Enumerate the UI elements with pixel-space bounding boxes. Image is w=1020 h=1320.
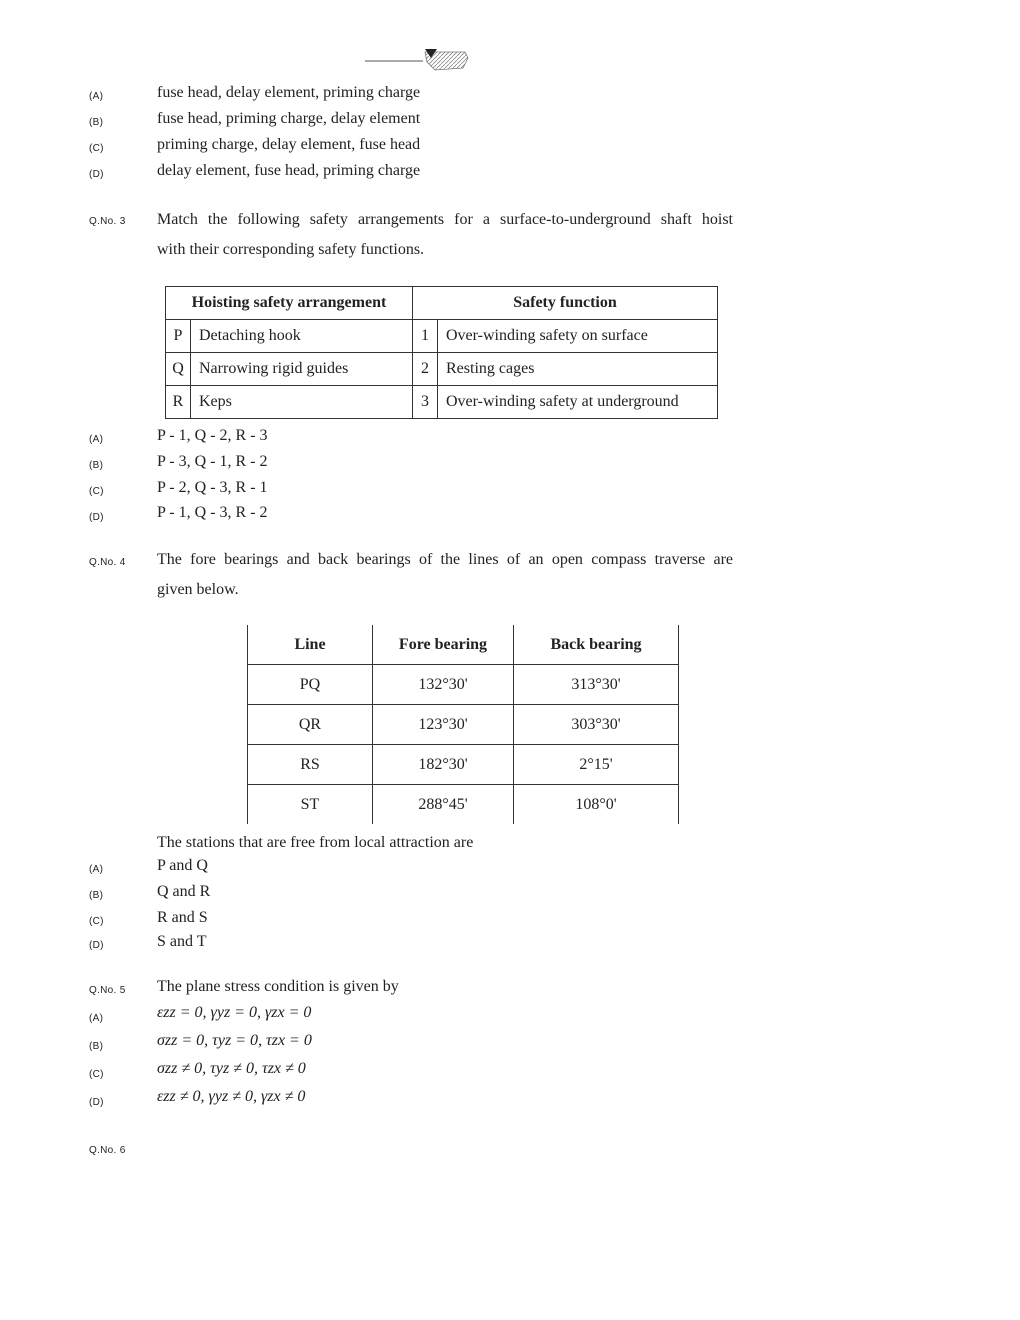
option-equation: σzz = 0, τyz = 0, τzx = 0 [157, 1032, 312, 1049]
table-cell: Keps [191, 386, 413, 419]
question-stem-line: The fore bearings and back bearings of the lines of an open compass traverse are [157, 551, 733, 568]
option-text: P - 1, Q - 3, R - 2 [157, 504, 268, 521]
option-label: (A) [89, 1013, 104, 1024]
table-row [248, 705, 679, 745]
table-cell: Over-winding safety on surface [438, 320, 718, 353]
option-text: P - 2, Q - 3, R - 1 [157, 479, 268, 496]
table-cell: 288°45' [373, 785, 514, 825]
question-number: Q.No. 3 [89, 216, 126, 227]
table-row [248, 745, 679, 785]
table-cell: Narrowing rigid guides [191, 353, 413, 386]
option-equation: εzz ≠ 0, γyz ≠ 0, γzx ≠ 0 [157, 1088, 306, 1105]
table-row [248, 665, 679, 705]
option-text: P - 3, Q - 1, R - 2 [157, 453, 268, 470]
question-number: Q.No. 6 [89, 1145, 126, 1156]
table-cell: 2°15' [514, 745, 679, 785]
table-cell: QR [248, 705, 373, 745]
option-label: (D) [89, 1097, 104, 1108]
table-header: Safety function [413, 287, 718, 320]
table-header-row [166, 287, 718, 320]
table-cell: 3 [413, 386, 438, 419]
question-stem-line: Match the following safety arrangements for a surface-to-underground shaft hoist [157, 211, 733, 228]
option-text: fuse head, priming charge, delay element [157, 110, 421, 127]
bearing-table [247, 625, 679, 824]
option-text: delay element, fuse head, priming charge [157, 162, 421, 179]
option-label: (A) [89, 434, 104, 445]
question-number: Q.No. 5 [89, 985, 126, 996]
question-stem: The plane stress condition is given by [157, 978, 399, 995]
option-label: (B) [89, 1041, 104, 1052]
option-text: fuse head, delay element, priming charge [157, 84, 421, 101]
table-header: Fore bearing [373, 625, 514, 665]
table-cell: Over-winding safety at underground [438, 386, 718, 419]
table-cell: R [166, 386, 191, 419]
table-cell: Q [166, 353, 191, 386]
option-text: S and T [157, 933, 207, 950]
table-cell: 132°30' [373, 665, 514, 705]
option-label: (B) [89, 460, 104, 471]
table-row [248, 785, 679, 825]
table-header: Hoisting safety arrangement [166, 287, 413, 320]
table-cell: Resting cages [438, 353, 718, 386]
table-cell: P [166, 320, 191, 353]
table-row [166, 386, 718, 419]
option-text: P - 1, Q - 2, R - 3 [157, 427, 268, 444]
option-label: (B) [89, 117, 104, 128]
table-header-row [248, 625, 679, 665]
table-cell: 313°30' [514, 665, 679, 705]
table-cell: ST [248, 785, 373, 825]
option-equation: εzz = 0, γyz = 0, γzx = 0 [157, 1004, 312, 1021]
option-text: Q and R [157, 883, 211, 900]
table-row [166, 353, 718, 386]
table-cell: 303°30' [514, 705, 679, 745]
option-equation: σzz ≠ 0, τyz ≠ 0, τzx ≠ 0 [157, 1060, 306, 1077]
table-cell: Detaching hook [191, 320, 413, 353]
table-header: Back bearing [514, 625, 679, 665]
table-cell: RS [248, 745, 373, 785]
question-stem-line: given below. [157, 581, 239, 598]
question-substem: The stations that are free from local attraction are [157, 834, 474, 851]
option-label: (A) [89, 91, 104, 102]
option-label: (C) [89, 486, 104, 497]
question-stem-line: with their corresponding safety functions. [157, 241, 425, 258]
option-label: (D) [89, 512, 104, 523]
option-label: (D) [89, 940, 104, 951]
table-cell: 123°30' [373, 705, 514, 745]
option-text: P and Q [157, 857, 208, 874]
option-text: R and S [157, 909, 208, 926]
option-label: (C) [89, 916, 104, 927]
question-number: Q.No. 4 [89, 557, 126, 568]
option-label: (C) [89, 143, 104, 154]
option-label: (A) [89, 864, 104, 875]
option-label: (C) [89, 1069, 104, 1080]
table-cell: 108°0' [514, 785, 679, 825]
table-cell: 1 [413, 320, 438, 353]
question-stem [157, 205, 733, 265]
question-stem [157, 545, 733, 605]
option-text: priming charge, delay element, fuse head [157, 136, 421, 153]
option-label: (D) [89, 169, 104, 180]
option-label: (B) [89, 890, 104, 901]
table-cell: PQ [248, 665, 373, 705]
match-table [165, 286, 718, 419]
table-row [166, 320, 718, 353]
table-cell: 2 [413, 353, 438, 386]
table-cell: 182°30' [373, 745, 514, 785]
table-header: Line [248, 625, 373, 665]
figure-fragment [365, 44, 475, 74]
